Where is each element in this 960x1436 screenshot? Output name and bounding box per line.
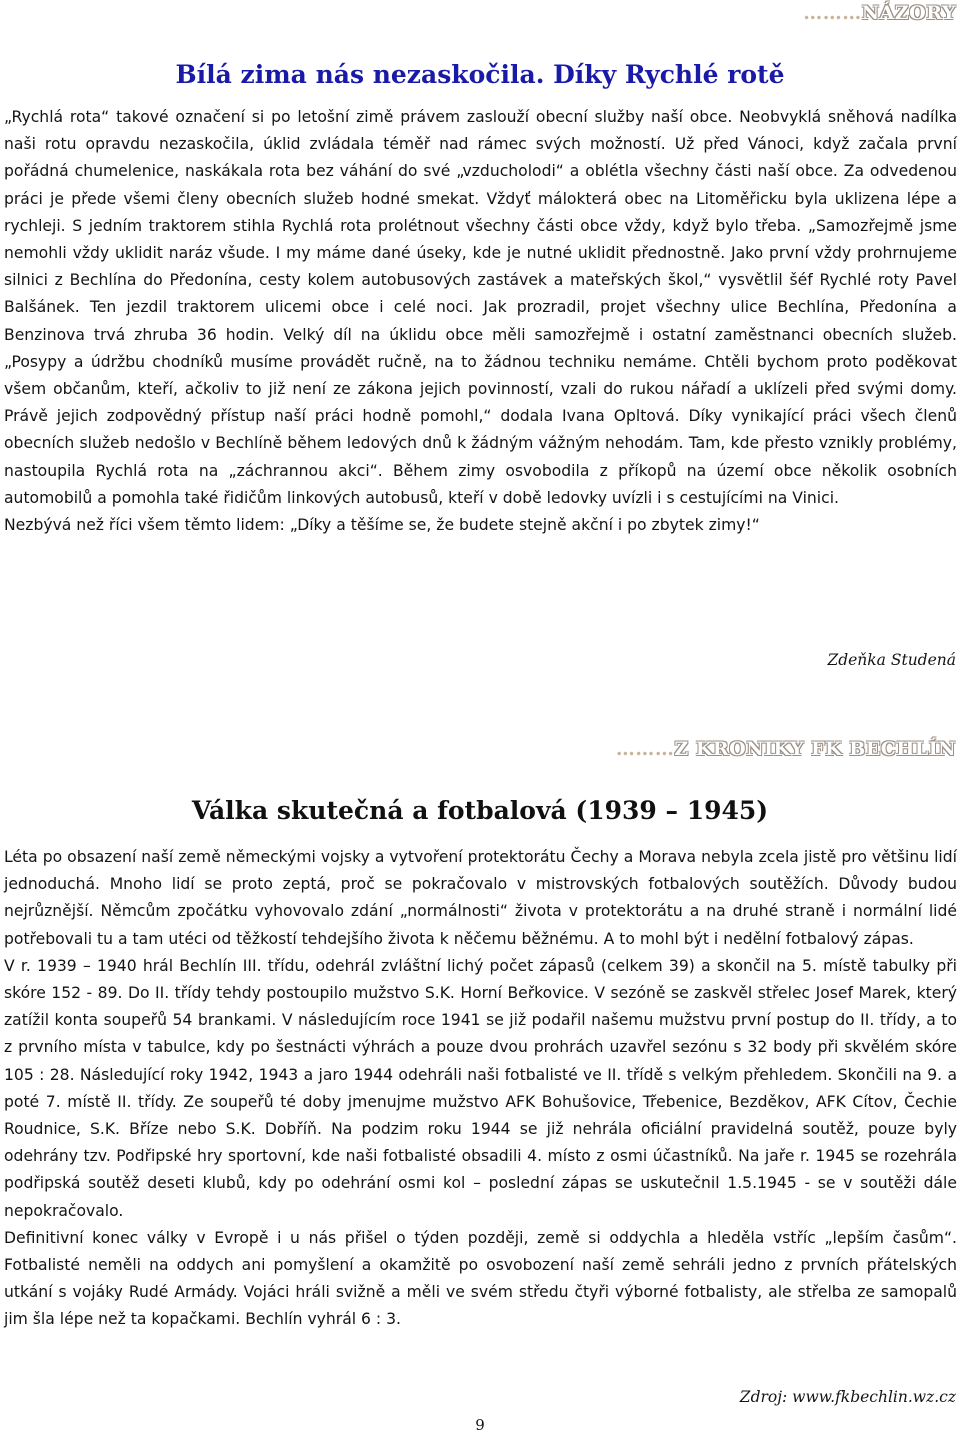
page-number: 9 <box>475 1416 485 1434</box>
section-tag-kronika <box>616 738 956 760</box>
article-paragraph: „Rychlá rota“ takové označení si po letošní zimě právem zaslouží obecní služby naší obce. Neobvyklá sněhová nadílka naši rotu opravdu nezaskočila, úklid zvládala téměř nad rámec svých možností. Už před Vánoci, když začala první pořádná chumelenice, naskákala rota bez váhání do své „vzducholodi“ a oblétla všechny části naší obce. Za odvedenou práci je přede všemi členy obecních služeb hodné smekat. Vždyť málokterá obec na Litoměřicku byla uklizena lépe a rychleji. S jedním traktorem stihla Rychlá rota prolétnout všechny části obce vždy, když bylo třeba. „Samozřejmě jsme nemohli vždy uklidit naráz všude. I my máme dané úseky, kde je nutné uklidit přednostně. Jako první vždy prohrnujeme silnici z Bechlína do Předonína, cesty kolem autobusových zastávek a mateřských škol,“ vysvětlil šéf Rychlé roty Pavel Balšánek. Ten jezdil traktorem ulicemi obce i celé noci. Jak prozradil, projet všechny ulice Bechlína, Předonína a Benzinova trvá zhruba 36 hodin. Velký díl na úklidu obce měli samozřejmě i ostatní zaměstnanci obecních služeb. „Posypy a údržbu chodníků musíme provádět ručně, na to žádnou techniku nemáme. Chtěli bychom proto poděkovat všem občanům, kteří, ačkoliv to již není ze zákona jejich povinností, vzali do rukou nářadí a uklízeli před svými domy. Právě jejich zodpovědný přístup naší práci hodně pomohl,“ dodala Ivana Opltová. Díky vynikající práci všech členů obecních služeb nedošlo v Bechlíně během ledových dnů k žádným vážným nehodám. Tam, kde přesto vznikly problémy, nastoupila Rychlá rota na „záchrannou akci“. Během zimy osvobodila z příkopů na území obce několik osobních automobilů a pomohla také řidičům linkových autobusů, kteří v době ledovky uvízli i s cestujícími na Vinici. <box>4 108 957 507</box>
section-tag-nazory <box>803 2 956 24</box>
section-tag-dots: ……… <box>615 738 675 760</box>
article-body-valka <box>4 844 957 1334</box>
article-source: Zdroj: www.fkbechlin.wz.cz <box>739 1388 956 1406</box>
article-paragraph: Léta po obsazení naší země německými vojsky a vytvoření protektorátu Čechy a Morava nebyla zcela jistě pro většinu lidí jednoduchá. Mnoho lidí se proto zeptá, proč se pokračovalo v mistrovských fotbalových soutěžích. Důvody budou nejrůznější. Němcům zpočátku vyhovovalo zdání „normálnosti“ života v protektorátu a na druhé straně i normální lidé potřebovali tu a tam utéci od těžkostí tehdejšího života k něčemu běžnému. A to mohl být i nedělní fotbalový zápas. <box>4 848 957 948</box>
article-paragraph: Definitivní konec války v Evropě i u nás přišel o týden později, země si oddychla a hleděla vstříc „lepším časům“. Fotbalisté neměli na oddych ani pomyšlení a okamžitě po osvobození naší země sehráli jedno z prvních přátelských utkání s vojáky Rudé Armády. Vojáci hráli svižně a měli ve svém středu čtyři výborné fotbalisty, ale střelba ze samopalů jim šla lépe než ta kopačkami. Bechlín vyhrál 6 : 3. <box>4 1228 957 1329</box>
article-paragraph: Nezbývá než říci všem těmto lidem: „Díky a těšíme se, že budete stejně akční i po zbytek zimy!“ <box>4 516 760 535</box>
section-tag-label: Z KRONIKY FK BECHLÍN <box>674 738 956 760</box>
article-paragraph: V r. 1939 – 1940 hrál Bechlín III. třídu, odehrál zvláštní lichý počet zápasů (celkem 39) a skončil na 5. místě tabulky při skóre 152 - 89. Do II. třídy tehdy postoupilo mužstvo S.K. Horní Beřkovice. V sezóně se zaskvěl střelec Josef Marek, který zatížil konta soupeřů 54 brankami. V následujícím roce 1941 se již podařil našemu mužstvu první postup do II. třídy, a to z prvního místa v tabulce, kdy po šestnácti výhrách a pouze dvou prohrách uzavřel sezónu s 32 body při skvělém skóre 105 : 28. Následující roky 1942, 1943 a jaro 1944 odehráli naši fotbalisté ve II. třídě s velkým přehledem. Skončili na 9. a poté 7. místě II. třídy. Ze soupeřů té doby jmenujme mužstvo AFK Bohušovice, Třebenice, Bezděkov, AFK Cítov, Čechie Roudnice, S.K. Bříze nebo S.K. Dobříň. Na podzim roku 1944 se již nehrála oficiální pravidelná soutěž, pouze byly odehrány tzv. Podřipské hry sportovní, kde naši fotbalisté obsadili 4. místo z osmi účastníků. Na jaře r. 1945 se rozehrála podřipská soutěž deseti klubů, kdy po odehrání osmi kol – poslední zápas se uskutečnil 1.5.1945 - se v soutěži dále nepokračovalo. <box>4 956 957 1220</box>
section-tag-label: NÁZORY <box>861 2 956 24</box>
article-author: Zdeňka Studená <box>827 651 956 669</box>
article-title-rychla-rota: Bílá zima nás nezaskočila. Díky Rychlé rotě <box>175 60 785 89</box>
article-title-valka: Válka skutečná a fotbalová (1939 – 1945) <box>191 796 769 825</box>
section-tag-dots: ……… <box>803 2 862 24</box>
article-body-rychla-rota <box>4 104 957 539</box>
